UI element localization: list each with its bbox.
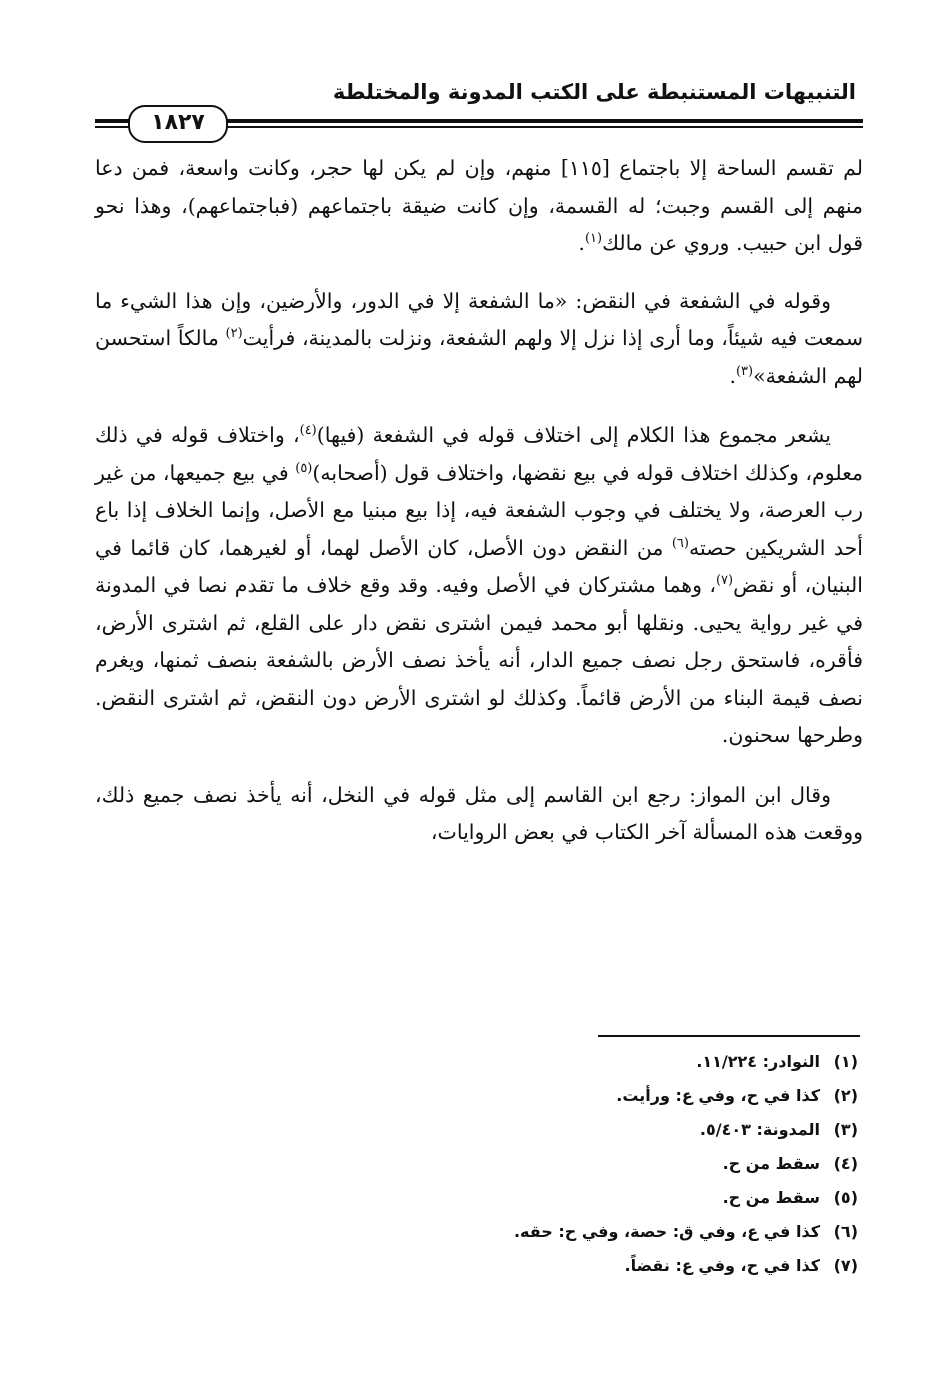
footnote-ref-7: (٧)	[715, 573, 734, 589]
footnote-text: كذا في ع، وفي ق: حصة، وفي ح: حقه.	[513, 1222, 820, 1241]
footnote-7	[258, 1249, 858, 1283]
paragraph-1-text: لم تقسم الساحة إلا باجتماع [١١٥] منهم، وإن لم يكن لها حجر، وكانت واسعة، فمن دعا منهم إلى القسم وجبت؛ له القسمة، وإن كانت ضيقة باجتماعهم (فباجتماعهم)، وهذا نحو قول ابن حبيب. وروي عن مالك	[95, 156, 863, 255]
footnote-number: (٧)	[833, 1256, 858, 1275]
footnote-number: (٣)	[833, 1120, 858, 1139]
footnote-number: (٥)	[833, 1188, 858, 1207]
paragraph-2-tail: .	[729, 363, 736, 388]
footnote-6	[258, 1215, 858, 1249]
paragraph-3	[95, 417, 863, 755]
footnote-text: كذا في ح، وفي ع: نقضاً.	[624, 1256, 820, 1275]
paragraph-3-text-b: ، واختلاف قوله في ذلك معلوم، وكذلك اختلاف قوله في بيع نقضها، واختلاف قول (أصحابه)	[95, 423, 863, 485]
footnote-number: (٦)	[833, 1222, 858, 1241]
footnote-text: كذا في ح، وفي ع: ورأيت.	[616, 1086, 820, 1105]
footnote-number: (١)	[833, 1052, 858, 1071]
paragraph-4	[95, 777, 863, 852]
paragraph-2	[95, 283, 863, 396]
footnote-2	[258, 1079, 858, 1113]
footnote-text: سقط من ح.	[722, 1154, 820, 1173]
footnote-text: النوادر: ١١/٢٢٤.	[696, 1052, 820, 1071]
footnote-5	[258, 1181, 858, 1215]
footnote-ref-6: (٦)	[671, 535, 689, 551]
paragraph-3-text-e: ، وهما مشتركان في الأصل وفيه. وقد وقع خلاف ما تقدم نصا في المدونة في غير رواية يحيى. ونقلها أبو محمد فيمن اشترى نقض دار على القلع، ثم اشترى الأرض، فأقره، فاستحق رجل نصف جميع الدار، أنه يأخذ نصف الأرض بالشفعة بنصف ثمنها، ويغرم نصف قيمة البناء من الأرض قائماً. وكذلك لو اشترى الأرض دون النقض، ثم اشترى النقض. وطرحها سحنون.	[95, 573, 863, 747]
footnote-number: (٤)	[833, 1154, 858, 1173]
paragraph-4-text: وقال ابن المواز: رجع ابن القاسم إلى مثل قوله في النخل، أنه يأخذ نصف جميع ذلك، ووقعت هذه المسألة آخر الكتاب في بعض الروايات،	[95, 782, 863, 844]
footnote-separator	[598, 1035, 860, 1037]
paragraph-2-text-a: وقوله في الشفعة في النقض: «ما الشفعة إلا في الدور، والأرضين، وإن هذا الشيء ما سمعت فيه شيئاً، وما أرى إذا نزل إلا ولهم الشفعة، ونزلت بالمدينة، فرأيت	[95, 288, 863, 350]
page-number: ١٨٢٧	[128, 105, 228, 143]
footnotes	[258, 1045, 858, 1283]
footnote-4	[258, 1147, 858, 1181]
footnote-text: سقط من ح.	[722, 1188, 820, 1207]
paragraph-1-tail: .	[578, 231, 585, 255]
footnote-ref-2: (٢)	[225, 326, 243, 342]
footnote-text: المدونة: ٥/٤٠٣.	[699, 1120, 820, 1139]
main-text	[95, 150, 863, 874]
footnote-ref-3: (٣)	[735, 363, 754, 379]
running-title: التنبيهات المستنبطة على الكتب المدونة والمختلطة	[332, 80, 856, 104]
footnote-1	[258, 1045, 858, 1079]
footnote-ref-1: (١)	[584, 231, 603, 247]
paragraph-1	[95, 150, 863, 263]
paragraph-2-text-b: مالكاً استحسن لهم الشفعة»	[95, 326, 863, 388]
footnote-number: (٢)	[833, 1086, 858, 1105]
footnote-ref-5: (٥)	[295, 460, 313, 476]
footnote-3	[258, 1113, 858, 1147]
paragraph-3-text-c: في بيع جميعها، من غير رب العرصة، ولا يختلف في وجوب الشفعة فيه، إذا بيع مبنيا مع الأصل، وإنما الخلاف إذا باع أحد الشريكين حصته	[95, 460, 863, 560]
paragraph-3-text-d: من النقض دون الأصل، كان الأصل لهما، أو لغيرهما، كان قائما في البنيان، أو نقض	[95, 535, 863, 597]
paragraph-3-text-a: يشعر مجموع هذا الكلام إلى اختلاف قوله في الشفعة (فيها)	[316, 423, 831, 447]
footnote-ref-4: (٤)	[299, 423, 317, 439]
